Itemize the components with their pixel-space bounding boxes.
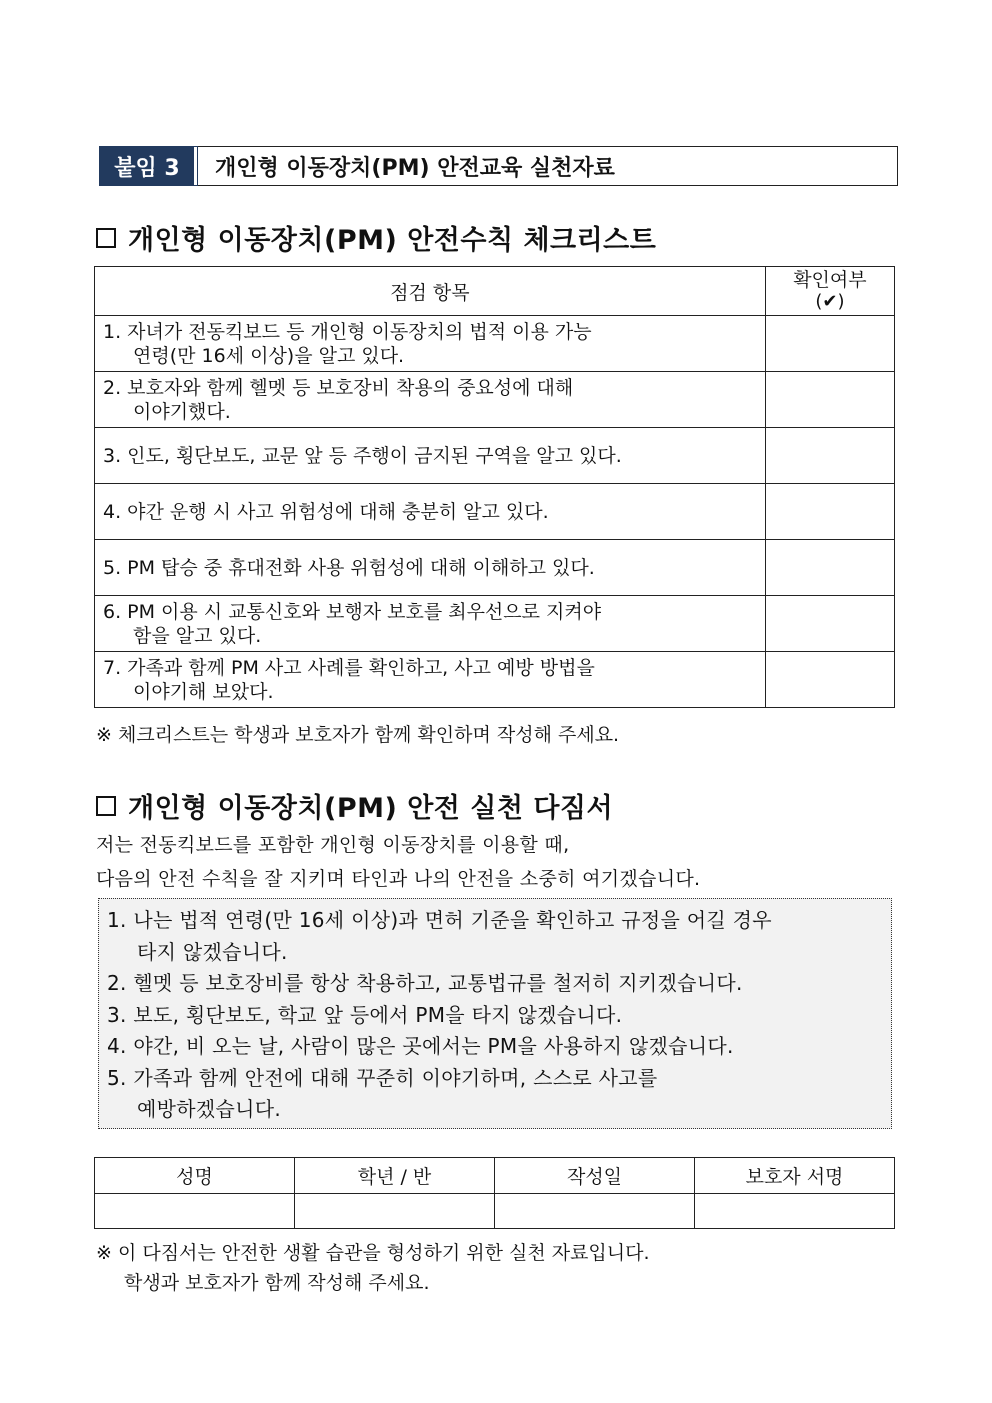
pledge-note-line: ※ 이 다짐서는 안전한 생활 습관을 형성하기 위한 실천 자료입니다. <box>96 1242 650 1264</box>
signature-table <box>94 1157 895 1229</box>
checklist-item-text: 이야기했다. <box>133 400 231 423</box>
checklist-check-cell[interactable] <box>765 540 894 596</box>
grade-class-field[interactable] <box>295 1194 495 1229</box>
pledge-note-line: 학생과 보호자가 함께 작성해 주세요. <box>124 1272 430 1294</box>
checklist-item-text: 5. PM 탑승 중 휴대전화 사용 위험성에 대해 이해하고 있다. <box>103 556 595 579</box>
checklist-note: ※ 체크리스트는 학생과 보호자가 함께 확인하며 작성해 주세요. <box>96 724 620 746</box>
checklist-check-cell[interactable] <box>765 372 894 428</box>
name-field[interactable] <box>95 1194 295 1229</box>
pledge-item: 예방하겠습니다. <box>137 1097 281 1121</box>
checklist-item-text: 3. 인도, 횡단보도, 교문 앞 등 주행이 금지된 구역을 알고 있다. <box>103 444 622 467</box>
checklist-check-cell[interactable] <box>765 316 894 372</box>
checklist-item <box>95 484 766 540</box>
checklist-header-row <box>95 267 895 316</box>
pledge-intro-line: 저는 전동킥보드를 포함한 개인형 이동장치를 이용할 때, <box>96 834 570 856</box>
square-bullet-icon <box>96 796 116 816</box>
pledge-box <box>98 898 892 1129</box>
signature-header-row <box>95 1158 895 1194</box>
pledge-item: 4. 야간, 비 오는 날, 사람이 많은 곳에서는 PM을 사용하지 않겠습니다. <box>107 1034 734 1058</box>
checklist-heading-text: 개인형 이동장치(PM) 안전수칙 체크리스트 <box>128 225 657 256</box>
checklist-item <box>95 652 766 708</box>
guardian-signature-field[interactable] <box>695 1194 895 1229</box>
checklist-table <box>94 266 895 708</box>
checklist-row <box>95 428 895 484</box>
checklist-row <box>95 540 895 596</box>
checklist-item <box>95 596 766 652</box>
checklist-col-item: 점검 항목 <box>95 267 766 316</box>
signature-col-grade-class: 학년 / 반 <box>295 1158 495 1194</box>
pledge-intro-line: 다음의 안전 수칙을 잘 지키며 타인과 나의 안전을 소중히 여기겠습니다. <box>96 868 701 890</box>
checklist-item-text: 1. 자녀가 전동킥보드 등 개인형 이동장치의 법적 이용 가능 <box>103 320 592 343</box>
pledge-item: 타지 않겠습니다. <box>137 939 288 964</box>
checklist-row <box>95 316 895 372</box>
checklist-item-text: 7. 가족과 함께 PM 사고 사례를 확인하고, 사고 예방 방법을 <box>103 656 595 679</box>
check-mark-icon: (✔) <box>815 291 845 312</box>
checklist-item <box>95 316 766 372</box>
pledge-item: 3. 보도, 횡단보도, 학교 앞 등에서 PM을 타지 않겠습니다. <box>107 1002 623 1027</box>
date-field[interactable] <box>495 1194 695 1229</box>
checklist-check-cell[interactable] <box>765 484 894 540</box>
checklist-item-text: 연령(만 16세 이상)을 알고 있다. <box>133 344 405 367</box>
checklist-col-check-label: 확인여부 <box>793 269 867 291</box>
checklist-item-text: 4. 야간 운행 시 사고 위험성에 대해 충분히 알고 있다. <box>103 500 549 523</box>
checklist-item-text: 이야기해 보았다. <box>133 680 274 703</box>
checklist-item-text: 2. 보호자와 함께 헬멧 등 보호장비 착용의 중요성에 대해 <box>103 376 574 399</box>
attachment-badge: 붙임 3 <box>100 147 197 185</box>
signature-col-guardian: 보호자 서명 <box>695 1158 895 1194</box>
checklist-col-check <box>765 267 894 316</box>
checklist-row <box>95 596 895 652</box>
signature-input-row <box>95 1194 895 1229</box>
pledge-heading-text: 개인형 이동장치(PM) 안전 실천 다짐서 <box>128 793 614 824</box>
pledge-item: 2. 헬멧 등 보호장비를 항상 착용하고, 교통법규를 철저히 지키겠습니다. <box>107 971 743 995</box>
checklist-check-cell[interactable] <box>765 596 894 652</box>
pledge-heading <box>96 786 613 825</box>
signature-col-date: 작성일 <box>495 1158 695 1194</box>
checklist-heading <box>96 218 656 257</box>
checklist-item <box>95 540 766 596</box>
checklist-item <box>95 372 766 428</box>
checklist-item-text: 6. PM 이용 시 교통신호와 보행자 보호를 최우선으로 지켜야 <box>103 600 602 623</box>
checklist-item <box>95 428 766 484</box>
checklist-item-text: 함을 알고 있다. <box>133 624 262 647</box>
pledge-item: 5. 가족과 함께 안전에 대해 꾸준히 이야기하며, 스스로 사고를 <box>107 1065 658 1090</box>
checklist-row <box>95 372 895 428</box>
pledge-item: 1. 나는 법적 연령(만 16세 이상)과 면허 기준을 확인하고 규정을 어길 경우 <box>107 908 772 932</box>
attachment-title: 개인형 이동장치(PM) 안전교육 실천자료 <box>215 155 615 181</box>
square-bullet-icon <box>96 228 116 248</box>
checklist-check-cell[interactable] <box>765 652 894 708</box>
checklist-row <box>95 652 895 708</box>
checklist-row <box>95 484 895 540</box>
attachment-header <box>99 146 898 186</box>
signature-col-name: 성명 <box>95 1158 295 1194</box>
checklist-check-cell[interactable] <box>765 428 894 484</box>
